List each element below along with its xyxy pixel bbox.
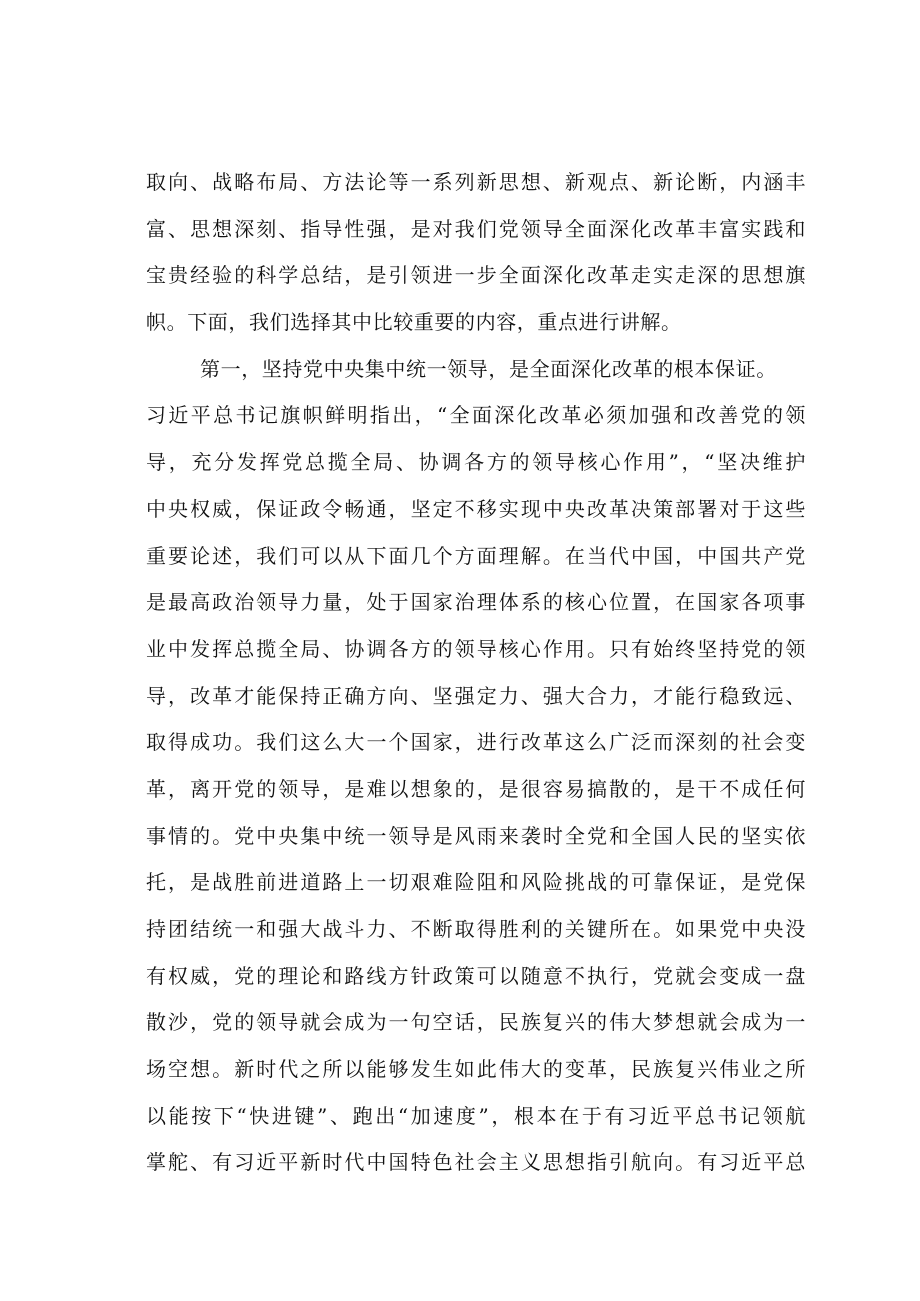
text-line: 是最高政治领导力量，处于国家治理体系的核心位置，在国家各项事 <box>146 590 806 615</box>
text-line: 中央权威，保证政令畅通，坚定不移实现中央改革决策部署对于这些 <box>146 496 806 521</box>
text-line: 有权威，党的理论和路线方针政策可以随意不执行，党就会变成一盘 <box>146 963 806 988</box>
text-line: 导，充分发挥党总揽全局、协调各方的领导核心作用”，“坚决维护 <box>146 450 806 475</box>
text-line: 散沙，党的领导就会成为一句空话，民族复兴的伟大梦想就会成为一 <box>146 1010 806 1035</box>
text-line: 导，改革才能保持正确方向、坚强定力、强大合力，才能行稳致远、 <box>146 683 806 708</box>
text-line: 取得成功。我们这么大一个国家，进行改革这么广泛而深刻的社会变 <box>146 730 806 755</box>
text-line: 场空想。新时代之所以能够发生如此伟大的变革，民族复兴伟业之所 <box>146 1057 806 1082</box>
text-line: 取向、战略布局、方法论等一系列新思想、新观点、新论断，内涵丰 <box>146 170 806 194</box>
text-line: 业中发挥总揽全局、协调各方的领导核心作用。只有始终坚持党的领 <box>146 636 806 661</box>
text-line: 宝贵经验的科学总结，是引领进一步全面深化改革走实走深的思想旗 <box>146 263 806 288</box>
text-line: 事情的。党中央集中统一领导是风雨来袭时全党和全国人民的坚实依 <box>146 823 806 848</box>
text-line: 重要论述，我们可以从下面几个方面理解。在当代中国，中国共产党 <box>146 543 806 568</box>
text-line: 第一，坚持党中央集中统一领导，是全面深化改革的根本保证。 <box>200 356 777 381</box>
text-line: 帜。下面，我们选择其中比较重要的内容，重点进行讲解。 <box>146 310 682 335</box>
text-line: 革，离开党的领导，是难以想象的，是很容易搞散的，是干不成任何 <box>146 776 806 801</box>
body-text <box>146 159 806 1186</box>
text-line: 习近平总书记旗帜鲜明指出，“全面深化改革必须加强和改善党的领 <box>146 403 806 428</box>
text-line: 托，是战胜前进道路上一切艰难险阻和风险挑战的可靠保证，是党保 <box>146 870 806 895</box>
text-line: 以能按下“快进键”、跑出“加速度”，根本在于有习近平总书记领航 <box>146 1103 806 1128</box>
text-line: 富、思想深刻、指导性强，是对我们党领导全面深化改革丰富实践和 <box>146 216 806 241</box>
text-line: 持团结统一和强大战斗力、不断取得胜利的关键所在。如果党中央没 <box>146 917 806 941</box>
text-line: 掌舵、有习近平新时代中国特色社会主义思想指引航向。有习近平总 <box>146 1150 806 1175</box>
